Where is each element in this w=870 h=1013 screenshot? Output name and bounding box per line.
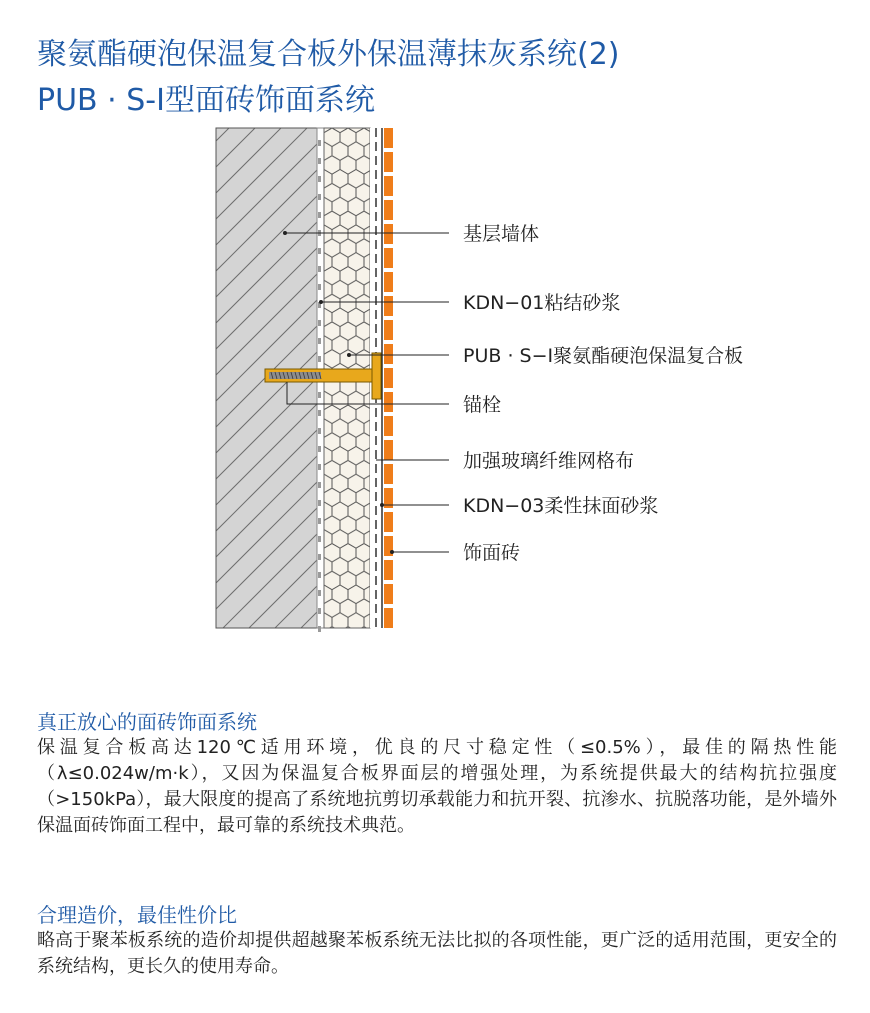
page-title: 聚氨酯硬泡保温复合板外保温薄抹灰系统(2) (37, 37, 620, 72)
ceramic-tile (384, 248, 393, 268)
ceramic-tile (384, 368, 393, 388)
section-body: 略高于聚苯板系统的造价却提供超越聚苯板系统无法比拟的各项性能，更广泛的适用范围，更安全的系统结构，更长久的使用寿命。 (37, 930, 837, 977)
base-wall (216, 0, 317, 700)
section-heading: 真正放心的面砖饰面系统 (37, 710, 257, 734)
section-body: 保温复合板高达120℃适用环境，优良的尺寸稳定性（≤0.5%），最佳的隔热性能（λ≤0.024w/m·k），又因为保温复合板界面层的增强处理，为系统提供最大的结构抗拉强度（>150kPa），最大限度的提高了系统地抗剪切承载能力和抗开裂、抗渗水、抗脱落功能，是外墙外保温面砖饰面工程中，最可靠的系统技术典范。 (37, 737, 837, 836)
label-fiberglass-mesh: 加强玻璃纤维网格布 (463, 450, 635, 472)
ceramic-tile (384, 176, 393, 196)
ceramic-tile (384, 152, 393, 172)
ceramic-tile (384, 224, 393, 244)
ceramic-tile (384, 272, 393, 292)
ceramic-tile (384, 440, 393, 460)
ceramic-tile (384, 512, 393, 532)
ceramic-tile (384, 296, 393, 316)
ceramic-tile (384, 560, 393, 580)
ceramic-tile (384, 464, 393, 484)
label-adhesive-mortar: KDN−01粘结砂浆 (463, 292, 621, 314)
ceramic-tile (384, 320, 393, 340)
ceramic-tile (384, 416, 393, 436)
label-insulation-board: PUB · S−I聚氨酯硬泡保温复合板 (463, 345, 744, 367)
section-heading: 合理造价，最佳性价比 (37, 903, 237, 927)
ceramic-tile (384, 608, 393, 628)
label-rendering-mortar: KDN−03柔性抹面砂浆 (463, 495, 659, 517)
label-base-wall: 基层墙体 (463, 223, 540, 245)
feature-section-tile-system (37, 709, 837, 839)
label-ceramic-tile: 饰面砖 (463, 542, 521, 564)
ceramic-tile (384, 392, 393, 412)
ceramic-tile (384, 128, 393, 148)
ceramic-tile (384, 584, 393, 604)
feature-section-cost (37, 902, 837, 980)
label-anchor: 锚栓 (463, 394, 502, 416)
ceramic-tile (384, 344, 393, 364)
ceramic-tile (384, 200, 393, 220)
page-subtitle: PUB · S-I型面砖饰面系统 (37, 83, 375, 118)
